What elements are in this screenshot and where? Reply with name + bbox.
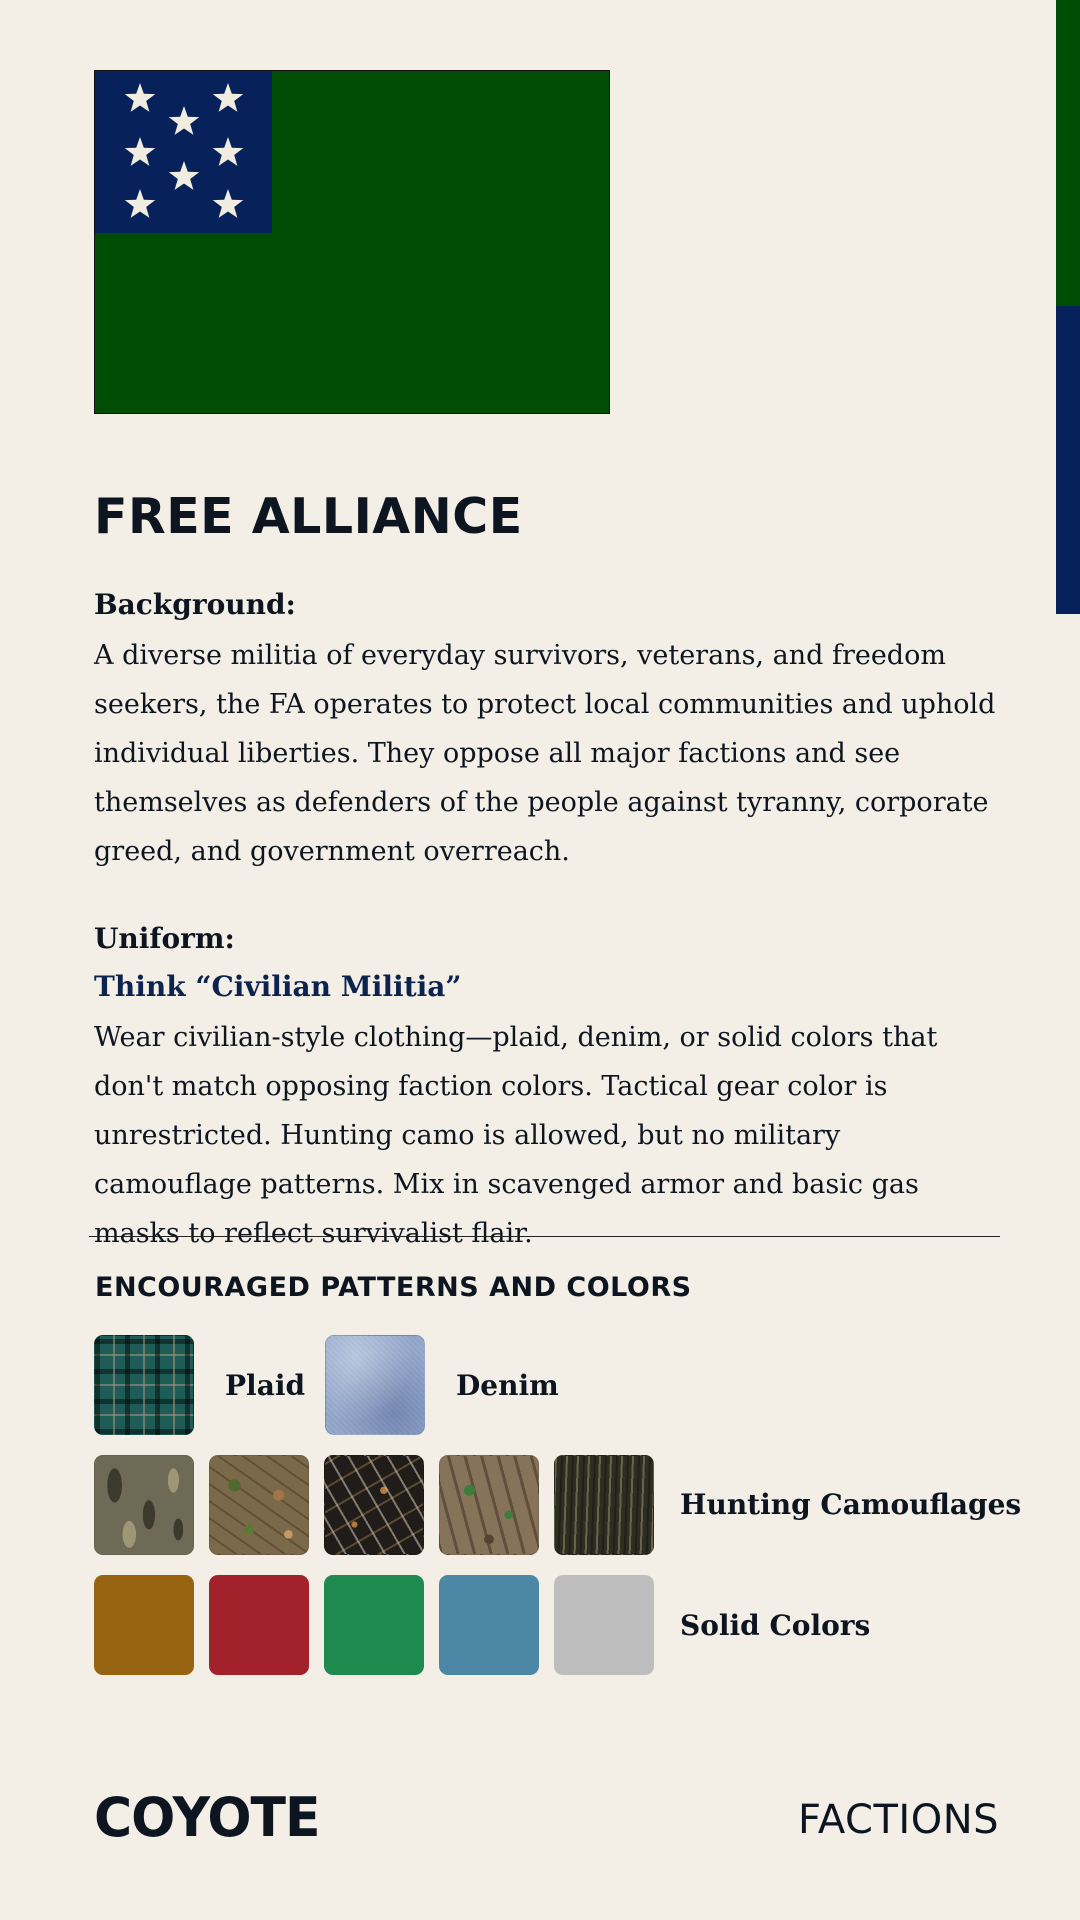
flag-star-icon [125,83,155,112]
uniform-text: Wear civilian-style clothing—plaid, denim, or solid colors that don't match opposing faction colors. Tactical gear color is unrestricted. Hunting camo is allowed, but no military camouflage patterns. Mix in scavenged armor and basic gas masks to reflect survivalist flair. [94,1022,938,1249]
camo-swatch [209,1455,309,1555]
solid-color-swatch [94,1575,194,1675]
camo-swatch [439,1455,539,1555]
solid-color-swatch [209,1575,309,1675]
side-bar-blue-segment [1056,306,1080,614]
section-divider [89,1236,1000,1237]
side-color-bar [1056,0,1080,614]
camo-label: Hunting Camouflages [680,1488,1022,1521]
camo-swatch [554,1455,654,1555]
background-label: Background: [94,588,296,621]
background-text: A diverse militia of everyday survivors, veterans, and freedom seekers, the FA operates to protect local communities and uphold individual liberties. They oppose all major factions and see themselves as defenders of the people against tyranny, corporate greed, and government overreach. [94,640,996,867]
flag-star-icon [213,83,243,112]
solid-color-swatch [324,1575,424,1675]
uniform-tagline: Think “Civilian Militia” [94,970,462,1003]
solid-colors-label: Solid Colors [680,1609,871,1642]
flag-star-icon [213,189,243,218]
denim-label: Denim [456,1369,559,1402]
flag-star-icon [213,137,243,166]
solid-color-swatch [439,1575,539,1675]
camo-swatch [94,1455,194,1555]
brand-logo: COYOTE [94,1786,320,1850]
faction-flag [94,70,610,414]
flag-stars [95,71,272,233]
faction-title: FREE ALLIANCE [94,488,523,545]
flag-star-icon [169,106,199,135]
side-bar-green-segment [1056,0,1080,306]
camo-swatch [324,1455,424,1555]
swatches-heading: ENCOURAGED PATTERNS AND COLORS [95,1272,692,1303]
flag-star-icon [169,161,199,190]
footer-section-label: FACTIONS [798,1797,999,1843]
plaid-label: Plaid [225,1369,306,1402]
flag-star-icon [125,137,155,166]
solid-color-swatch [554,1575,654,1675]
plaid-swatch [94,1335,194,1435]
uniform-label: Uniform: [94,922,235,955]
flag-star-icon [125,189,155,218]
denim-swatch [325,1335,425,1435]
